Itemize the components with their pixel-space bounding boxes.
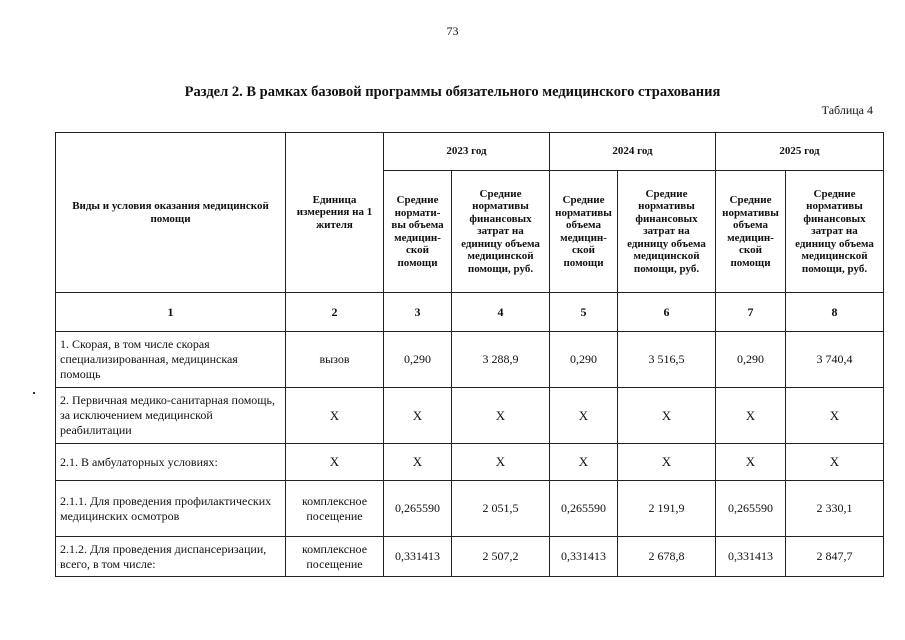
row-name: 2.1.2. Для проведения диспансеризации, всего, в том числе: [56, 537, 286, 577]
header-kind: Виды и условия оказания медицинской помощи [56, 133, 286, 293]
volume-2025: 0,290 [716, 332, 786, 388]
page-number: 73 [446, 24, 459, 38]
volume-2023: 0,265590 [384, 481, 452, 537]
row-unit: вызов [286, 332, 384, 388]
scan-mark [33, 392, 35, 394]
column-number: 1 [56, 293, 286, 332]
cost-2023: Х [452, 388, 550, 444]
header-volume-2024: Средние нормативы объема медицин-ской помощи [550, 171, 618, 293]
volume-2024: Х [550, 388, 618, 444]
cost-2025: 2 847,7 [786, 537, 884, 577]
header-volume-2025: Средние нормативы объема медицин-ской помощи [716, 171, 786, 293]
volume-2023: Х [384, 388, 452, 444]
volume-2023: 0,331413 [384, 537, 452, 577]
table-row [56, 332, 884, 388]
volume-2024: Х [550, 444, 618, 481]
header-cost-2025: Средние нормативы финансовых затрат на единицу объема медицинской помощи, руб. [786, 171, 884, 293]
header-cost-2023: Средние нормативы финансовых затрат на единицу объема медицинской помощи, руб. [452, 171, 550, 293]
header-volume-2023: Средние нормати-вы объема медицин-ской помощи [384, 171, 452, 293]
volume-2025: 0,265590 [716, 481, 786, 537]
cost-2023: 2 051,5 [452, 481, 550, 537]
section-title: Раздел 2. В рамках базовой программы обязательного медицинского страхования [184, 84, 721, 100]
column-number: 4 [452, 293, 550, 332]
cost-2024: 2 191,9 [618, 481, 716, 537]
column-number: 8 [786, 293, 884, 332]
row-name: 2.1. В амбулаторных условиях: [56, 444, 286, 481]
volume-2024: 0,331413 [550, 537, 618, 577]
volume-2025: Х [716, 444, 786, 481]
cost-2024: Х [618, 444, 716, 481]
cost-2023: Х [452, 444, 550, 481]
volume-2023: 0,290 [384, 332, 452, 388]
row-unit: Х [286, 444, 384, 481]
volume-2024: 0,265590 [550, 481, 618, 537]
column-number: 5 [550, 293, 618, 332]
row-unit: комплексное посещение [286, 537, 384, 577]
volume-2023: Х [384, 444, 452, 481]
cost-2025: Х [786, 444, 884, 481]
norms-table [55, 132, 884, 577]
volume-2025: Х [716, 388, 786, 444]
table-row [56, 388, 884, 444]
cost-2024: 3 516,5 [618, 332, 716, 388]
header-year-2023: 2023 год [384, 133, 550, 171]
row-name: 2.1.1. Для проведения профилактических медицинских осмотров [56, 481, 286, 537]
cost-2025: 3 740,4 [786, 332, 884, 388]
table-row [56, 481, 884, 537]
cost-2025: 2 330,1 [786, 481, 884, 537]
column-number: 3 [384, 293, 452, 332]
table-row [56, 444, 884, 481]
column-number: 6 [618, 293, 716, 332]
row-name: 2. Первичная медико-санитарная помощь, за исключением медицинской реабилитации [56, 388, 286, 444]
row-name: 1. Скорая, в том числе скорая специализированная, медицинская помощь [56, 332, 286, 388]
column-number: 2 [286, 293, 384, 332]
cost-2023: 2 507,2 [452, 537, 550, 577]
header-year-2024: 2024 год [550, 133, 716, 171]
row-unit: Х [286, 388, 384, 444]
column-number: 7 [716, 293, 786, 332]
cost-2025: Х [786, 388, 884, 444]
volume-2025: 0,331413 [716, 537, 786, 577]
table-row [56, 537, 884, 577]
header-unit: Единица измерения на 1 жителя [286, 133, 384, 293]
header-year-2025: 2025 год [716, 133, 884, 171]
table-label: Таблица 4 [821, 103, 873, 117]
cost-2023: 3 288,9 [452, 332, 550, 388]
cost-2024: 2 678,8 [618, 537, 716, 577]
volume-2024: 0,290 [550, 332, 618, 388]
column-number-row [56, 293, 884, 332]
header-cost-2024: Средние нормативы финансовых затрат на единицу объема медицинской помощи, руб. [618, 171, 716, 293]
row-unit: комплексное посещение [286, 481, 384, 537]
cost-2024: Х [618, 388, 716, 444]
